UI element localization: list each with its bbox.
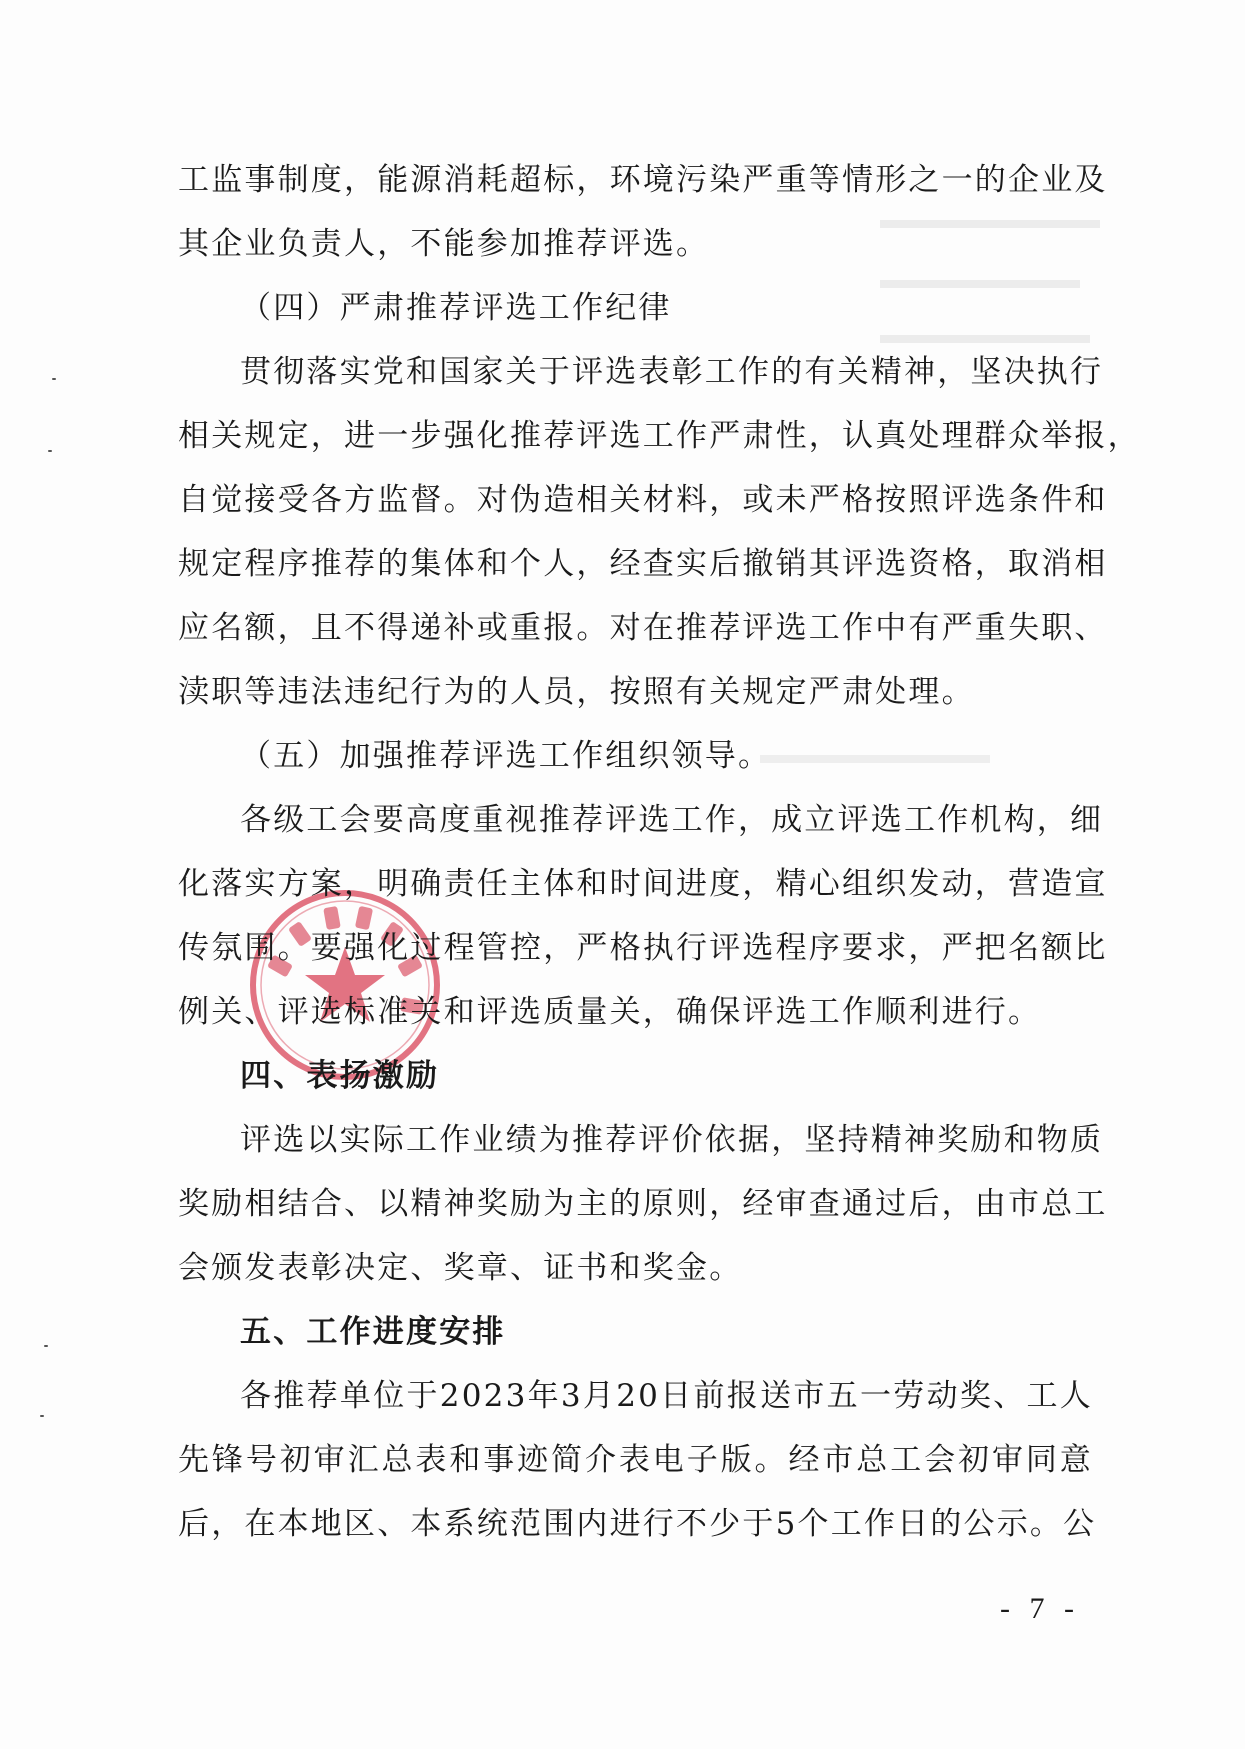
document-body [178,148,1141,1556]
paragraph-line: 后，在本地区、本系统范围内进行不少于5个工作日的公示。公 [178,1506,1097,1542]
subsection-heading: （四）严肃推荐评选工作纪律 [240,290,672,326]
paragraph-line: 会颁发表彰决定、奖章、证书和奖金。 [178,1250,743,1286]
paragraph-line: 自觉接受各方监督。对伪造相关材料，或未严格按照评选条件和 [178,482,1108,518]
paragraph-line: 各推荐单位于2023年3月20日前报送市五一劳动奖、工人 [240,1378,1093,1414]
paragraph-line: 其企业负责人，不能参加推荐评选。 [178,226,710,262]
paragraph-line: 贯彻落实党和国家关于评选表彰工作的有关精神，坚决执行 [240,354,1104,390]
paragraph-line: 评选以实际工作业绩为推荐评价依据，坚持精神奖励和物质 [240,1122,1104,1158]
paragraph-line: 化落实方案，明确责任主体和时间进度，精心组织发动，营造宣 [178,866,1108,902]
scan-speck [52,378,56,380]
paragraph-line: 应名额，且不得递补或重报。对在推荐评选工作中有严重失职、 [178,610,1108,646]
paragraph-line: 规定程序推荐的集体和个人，经查实后撤销其评选资格，取消相 [178,546,1108,582]
page-number: - 7 - [1000,1592,1080,1625]
scan-speck [40,1415,44,1417]
scan-speck [44,1345,48,1347]
paragraph-line: 传氛围。要强化过程管控，严格执行评选程序要求，严把名额比 [178,930,1108,966]
paragraph-line: 先锋号初审汇总表和事迹简介表电子版。经市总工会初审同意 [178,1442,1093,1478]
section-heading: 四、表扬激励 [240,1058,440,1094]
subsection-heading: （五）加强推荐评选工作组织领导。 [240,738,772,774]
paragraph-line: 工监事制度，能源消耗超标，环境污染严重等情形之一的企业及 [178,162,1108,198]
paragraph-line: 渎职等违法违纪行为的人员，按照有关规定严肃处理。 [178,674,975,710]
paragraph-line: 各级工会要高度重视推荐评选工作，成立评选工作机构，细 [240,802,1104,838]
paragraph-line: 例关、评选标准关和评选质量关，确保评选工作顺利进行。 [178,994,1042,1030]
scan-speck [48,450,52,452]
paragraph-line: 奖励相结合、以精神奖励为主的原则，经审查通过后，由市总工 [178,1186,1108,1222]
section-heading: 五、工作进度安排 [240,1314,506,1350]
paragraph-line: 相关规定，进一步强化推荐评选工作严肃性，认真处理群众举报， [178,418,1141,454]
